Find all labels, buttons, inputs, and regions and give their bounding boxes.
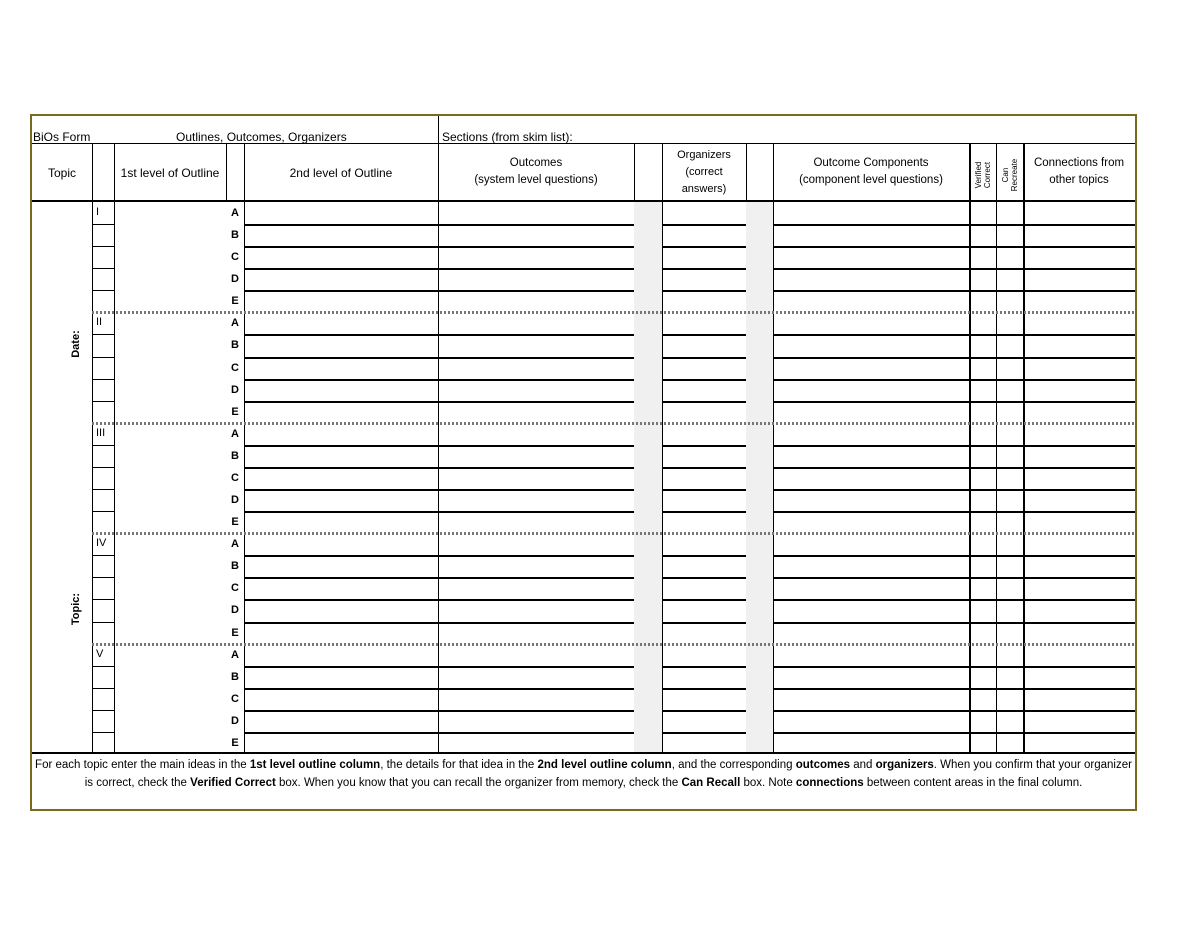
row-rule (92, 246, 114, 247)
row-rule (438, 290, 634, 292)
outline-row-letter: A (231, 207, 239, 219)
row-rule (662, 290, 746, 292)
date-label: Date: (70, 330, 82, 358)
row-rule (996, 688, 1023, 690)
row-rule (662, 268, 746, 270)
instructions-bold: 2nd level outline column (537, 759, 672, 771)
header-separator (438, 116, 439, 144)
row-rule (92, 577, 114, 578)
col-verified-line2: Correct (983, 161, 992, 189)
row-rule (244, 666, 438, 668)
outline-row-letter: E (231, 626, 239, 639)
outline-group-numeral: V (96, 647, 104, 660)
row-rule (438, 622, 634, 624)
outline-row-letter: D (231, 383, 239, 396)
grid-vline (226, 144, 227, 201)
row-rule (244, 599, 438, 601)
group-divider (92, 643, 1135, 646)
outline-row-letter: A (231, 317, 239, 330)
row-rule (662, 732, 746, 734)
row-rule (1023, 357, 1135, 359)
spacer-column-1 (634, 202, 662, 752)
row-rule (662, 622, 746, 624)
row-rule (662, 379, 746, 381)
col-components (773, 155, 969, 189)
row-rule (773, 467, 969, 469)
row-rule (773, 268, 969, 270)
row-rule (662, 445, 746, 447)
row-rule (244, 246, 438, 248)
row-rule (996, 379, 1023, 381)
row-rule (244, 688, 438, 690)
row-rule (244, 445, 438, 447)
col-organizers-line2: (correct (685, 166, 723, 178)
row-rule (244, 489, 438, 491)
grid-vline (438, 144, 439, 753)
row-rule (662, 401, 746, 403)
col-topic: Topic (47, 166, 76, 180)
row-rule (773, 445, 969, 447)
row-rule (996, 732, 1023, 734)
row-rule (969, 290, 996, 292)
row-rule (92, 688, 114, 689)
row-rule (1023, 224, 1135, 226)
row-rule (969, 732, 996, 734)
row-rule (1023, 577, 1135, 579)
instructions-bold: connections (795, 777, 864, 789)
row-rule (1023, 732, 1135, 734)
row-rule (92, 511, 114, 512)
row-rule (996, 710, 1023, 712)
instructions-text: . When you confirm that your organizer is correct, check the (84, 759, 1132, 789)
outline-row-letter: E (231, 736, 239, 749)
grid-vline (662, 144, 663, 753)
row-rule (662, 555, 746, 557)
row-rule (92, 268, 114, 269)
row-rule (92, 555, 114, 556)
row-rule (438, 445, 634, 447)
outline-row-letter: B (231, 670, 239, 683)
row-rule (996, 666, 1023, 668)
row-rule (438, 357, 634, 359)
row-rule (662, 666, 746, 668)
row-rule (92, 467, 114, 468)
grid-vline (114, 144, 115, 753)
group-divider (92, 422, 1135, 425)
outline-row-letter: C (231, 361, 239, 374)
outline-row-letter: C (231, 471, 239, 484)
row-rule (773, 622, 969, 624)
outline-group-numeral: II (96, 316, 103, 329)
group-divider (92, 532, 1135, 535)
row-rule (996, 268, 1023, 270)
outline-group-numeral: I (96, 206, 100, 218)
instructions-bold: Verified Correct (190, 777, 276, 789)
row-rule (244, 379, 438, 381)
row-rule (1023, 268, 1135, 270)
row-rule (92, 401, 114, 402)
row-rule (996, 445, 1023, 447)
row-rule (996, 334, 1023, 336)
row-rule (996, 357, 1023, 359)
row-rule (969, 511, 996, 513)
outline-row-letter: E (231, 516, 239, 529)
row-rule (438, 224, 634, 226)
col-outcomes-line1: Outcomes (509, 157, 563, 169)
instructions-text: For each topic enter the main ideas in the (35, 759, 250, 771)
instructions-text: between content areas in the final column. (863, 777, 1083, 789)
col-recall (1001, 153, 1019, 197)
row-rule (438, 599, 634, 601)
row-rule (996, 577, 1023, 579)
row-rule (92, 489, 114, 490)
col-verified (974, 153, 992, 197)
row-rule (92, 357, 114, 358)
outline-row-letter: B (231, 229, 239, 242)
row-rule (969, 445, 996, 447)
row-rule (92, 224, 114, 225)
col-connections-line2: other topics (1049, 174, 1109, 186)
row-rule (662, 489, 746, 491)
row-rule (996, 599, 1023, 601)
row-rule (773, 401, 969, 403)
col-outcomes-line2: (system level questions) (474, 174, 598, 186)
instructions-text: box. Note (740, 777, 796, 789)
bios-form (30, 114, 1137, 811)
row-rule (969, 246, 996, 248)
row-rule (438, 334, 634, 336)
grid-vline (969, 144, 971, 753)
row-rule (1023, 489, 1135, 491)
row-rule (92, 445, 114, 446)
instructions-text: , and the corresponding (671, 759, 796, 771)
outline-row-letter: B (231, 449, 239, 462)
row-rule (438, 511, 634, 513)
row-rule (969, 489, 996, 491)
instructions-text: , the details for that idea in the (380, 759, 538, 771)
row-rule (773, 334, 969, 336)
row-rule (438, 710, 634, 712)
row-rule (92, 599, 114, 600)
row-rule (92, 290, 114, 291)
row-rule (996, 511, 1023, 513)
outline-row-letter: D (231, 604, 239, 617)
col-connections (1023, 155, 1135, 189)
instructions-bold: organizers (875, 759, 934, 771)
row-rule (773, 688, 969, 690)
row-rule (438, 577, 634, 579)
row-rule (1023, 379, 1135, 381)
row-rule (92, 622, 114, 623)
row-rule (438, 401, 634, 403)
row-rule (244, 710, 438, 712)
row-rule (773, 489, 969, 491)
row-rule (969, 467, 996, 469)
row-rule (1023, 710, 1135, 712)
outline-row-letter: A (231, 648, 239, 661)
row-rule (244, 401, 438, 403)
grid-vline (1023, 144, 1025, 753)
row-rule (996, 467, 1023, 469)
row-rule (773, 555, 969, 557)
row-rule (969, 357, 996, 359)
row-rule (662, 599, 746, 601)
row-rule (1023, 555, 1135, 557)
row-rule (996, 401, 1023, 403)
row-rule (969, 268, 996, 270)
row-rule (773, 710, 969, 712)
row-rule (662, 688, 746, 690)
row-rule (244, 622, 438, 624)
row-rule (662, 511, 746, 513)
outline-row-letter: E (231, 295, 239, 308)
col-verified-line1: Verified (974, 161, 983, 189)
group-divider (92, 311, 1135, 314)
row-rule (1023, 666, 1135, 668)
outline-row-letter: B (231, 339, 239, 352)
row-rule (969, 401, 996, 403)
instructions-bold: outcomes (795, 759, 851, 771)
row-rule (438, 688, 634, 690)
row-rule (244, 467, 438, 469)
row-rule (662, 357, 746, 359)
row-rule (1023, 688, 1135, 690)
row-rule (244, 357, 438, 359)
form-subtitle: Outlines, Outcomes, Organizers (176, 130, 347, 144)
row-rule (996, 246, 1023, 248)
row-rule (244, 224, 438, 226)
row-rule (773, 379, 969, 381)
row-rule (1023, 445, 1135, 447)
outline-row-letter: A (231, 538, 239, 551)
row-rule (92, 334, 114, 335)
row-rule (244, 290, 438, 292)
outline-row-letter: C (231, 251, 239, 264)
row-rule (773, 224, 969, 226)
row-rule (662, 224, 746, 226)
row-rule (244, 555, 438, 557)
grid-vline (996, 144, 997, 753)
row-rule (969, 622, 996, 624)
row-rule (1023, 467, 1135, 469)
outline-row-letter: D (231, 714, 239, 727)
row-rule (662, 246, 746, 248)
row-rule (438, 467, 634, 469)
topic-label: Topic: (70, 592, 82, 626)
instructions-bold: 1st level outline column (249, 759, 381, 771)
row-rule (244, 732, 438, 734)
row-rule (773, 577, 969, 579)
col-components-line1: Outcome Components (813, 157, 929, 169)
row-rule (773, 732, 969, 734)
row-rule (662, 577, 746, 579)
row-rule (1023, 334, 1135, 336)
row-rule (969, 710, 996, 712)
col-organizers-line3: answers) (681, 183, 727, 195)
row-rule (662, 334, 746, 336)
col-organizers (662, 147, 746, 198)
row-rule (244, 577, 438, 579)
grid-vline (92, 144, 93, 753)
row-rule (92, 666, 114, 667)
col-outcomes (438, 155, 634, 189)
outline-row-letter: D (231, 494, 239, 507)
row-rule (92, 379, 114, 380)
row-rule (969, 599, 996, 601)
outline-group-numeral: III (96, 426, 106, 439)
row-rule (773, 599, 969, 601)
grid-vline (773, 144, 774, 753)
row-rule (773, 290, 969, 292)
row-rule (996, 555, 1023, 557)
row-rule (996, 489, 1023, 491)
row-rule (773, 666, 969, 668)
row-rule (244, 268, 438, 270)
col-connections-line1: Connections from (1033, 157, 1125, 169)
row-rule (438, 268, 634, 270)
row-rule (662, 467, 746, 469)
outline-row-letter: D (231, 273, 239, 286)
row-rule (773, 511, 969, 513)
row-rule (438, 555, 634, 557)
instructions-text: box. When you know that you can recall the organizer from memory, check the (275, 777, 682, 789)
col-recall-line2: Recreate (1010, 158, 1019, 192)
outline-row-letter: E (231, 405, 239, 418)
row-rule (1023, 401, 1135, 403)
row-rule (438, 379, 634, 381)
col-recall-line1: Can (1001, 167, 1010, 183)
row-rule (969, 577, 996, 579)
col-components-line2: (component level questions) (799, 174, 943, 186)
instructions-text: and (850, 759, 876, 771)
outline-group-numeral: IV (96, 537, 107, 550)
row-rule (438, 489, 634, 491)
outline-row-letter: B (231, 560, 239, 573)
row-rule (1023, 290, 1135, 292)
row-rule (1023, 622, 1135, 624)
col-outline2: 2nd level of Outline (289, 166, 393, 180)
row-rule (244, 511, 438, 513)
grid-vline (746, 144, 747, 201)
row-rule (969, 688, 996, 690)
row-rule (438, 246, 634, 248)
outline-row-letter: C (231, 582, 239, 595)
row-rule (92, 710, 114, 711)
row-rule (969, 224, 996, 226)
row-rule (773, 246, 969, 248)
row-rule (662, 710, 746, 712)
row-rule (969, 555, 996, 557)
row-rule (1023, 246, 1135, 248)
outline-row-letter: C (231, 692, 239, 705)
row-rule (773, 357, 969, 359)
grid-vline (244, 144, 245, 753)
col-organizers-line1: Organizers (677, 149, 731, 161)
spacer-column-2 (746, 202, 773, 752)
row-rule (996, 290, 1023, 292)
row-rule (438, 732, 634, 734)
row-rule (996, 224, 1023, 226)
row-rule (969, 334, 996, 336)
row-rule (244, 334, 438, 336)
row-rule (969, 379, 996, 381)
form-name: BiOs Form (33, 130, 91, 144)
col-outline1: 1st level of Outline (120, 166, 220, 180)
row-rule (1023, 599, 1135, 601)
row-rule (996, 622, 1023, 624)
row-rule (969, 666, 996, 668)
row-rule (1023, 511, 1135, 513)
row-rule (438, 666, 634, 668)
instructions (32, 756, 1135, 792)
sections-label: Sections (from skim list): (442, 130, 573, 144)
row-rule (92, 732, 114, 733)
instructions-bold: Can Recall (681, 777, 741, 789)
outline-row-letter: A (231, 427, 239, 440)
grid-vline (634, 144, 635, 201)
